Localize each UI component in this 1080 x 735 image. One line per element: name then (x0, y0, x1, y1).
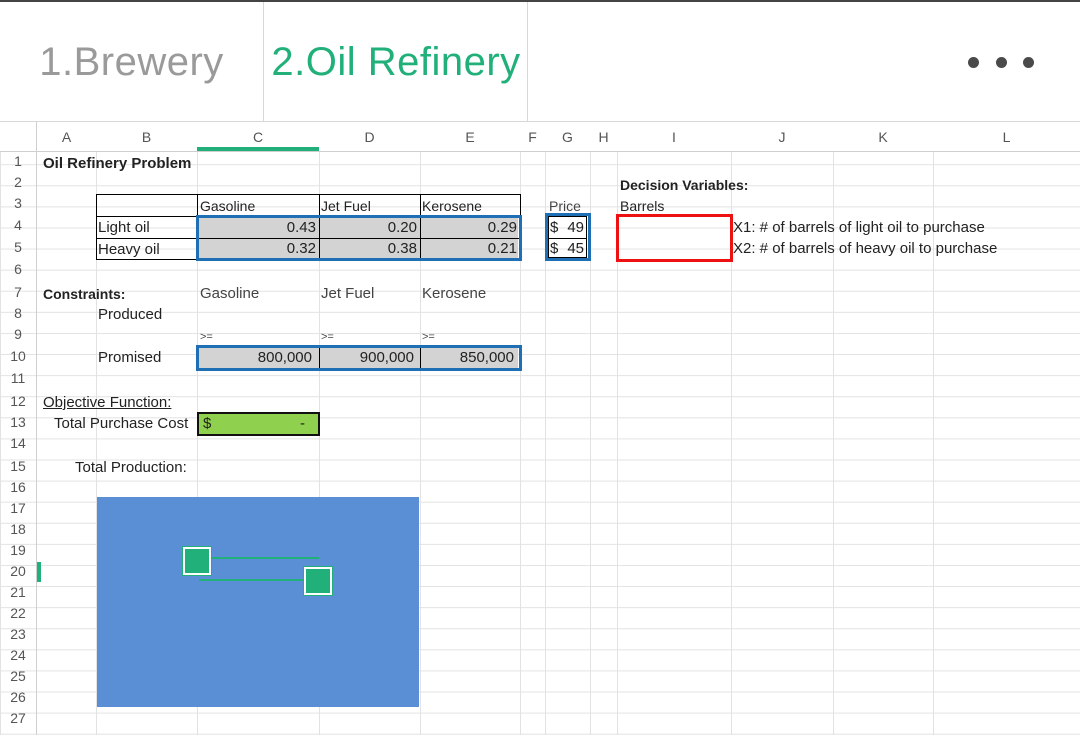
ge-sign-jet-fuel: >= (321, 331, 334, 343)
row-header[interactable]: 13 (10, 414, 26, 430)
col-line (933, 122, 934, 735)
col-header-j[interactable]: J (778, 129, 786, 145)
x2-description: X2: # of barrels of heavy oil to purchase (733, 240, 998, 257)
chart-selection-line (199, 579, 319, 581)
chart-object[interactable] (97, 497, 419, 707)
row-header[interactable]: 17 (10, 500, 26, 516)
ge-sign-kerosene: >= (422, 331, 435, 343)
sheet-tab-bar (0, 2, 1080, 122)
row-header[interactable]: 11 (10, 370, 26, 386)
price-light-cell[interactable]: 49 (567, 219, 584, 236)
row-header[interactable]: 27 (10, 710, 26, 726)
row-header[interactable]: 14 (10, 435, 26, 451)
row-header[interactable]: 3 (14, 195, 22, 211)
col-header-k[interactable]: K (878, 129, 888, 145)
selection-handle-end[interactable] (304, 567, 332, 595)
constraint-header-gasoline: Gasoline (200, 285, 260, 302)
heavy-gasoline-cell[interactable]: 0.32 (286, 240, 316, 257)
price-light-currency: $ (550, 219, 559, 236)
col-header-g[interactable]: G (562, 129, 573, 145)
total-cost-currency: $ (203, 415, 212, 432)
col-header-c[interactable]: C (252, 129, 264, 145)
tab-oil-refinery[interactable]: 2.Oil Refinery (265, 2, 528, 122)
ge-sign-gasoline: >= (200, 331, 213, 343)
heavy-jetfuel-cell[interactable]: 0.38 (387, 240, 417, 257)
spreadsheet-grid[interactable] (0, 122, 1080, 735)
col-line (833, 122, 834, 735)
light-kerosene-cell[interactable]: 0.29 (487, 219, 517, 236)
col-header-d[interactable]: D (364, 129, 375, 145)
col-header-e[interactable]: E (465, 129, 475, 145)
produced-label: Produced (98, 306, 163, 323)
light-jetfuel-cell[interactable]: 0.20 (387, 219, 417, 236)
heavy-oil-label: Heavy oil (98, 241, 160, 258)
header-kerosene: Kerosene (422, 198, 482, 214)
row-header[interactable]: 9 (14, 326, 22, 342)
yield-range-highlight (196, 215, 522, 261)
promised-gasoline-cell[interactable]: 800,000 (257, 349, 312, 366)
chart-selection-line (199, 557, 319, 559)
promised-label: Promised (98, 349, 162, 366)
price-heavy-cell[interactable]: 45 (567, 240, 584, 257)
row-header[interactable]: 19 (10, 542, 26, 558)
row-header[interactable]: 24 (10, 647, 26, 663)
more-dots-icon[interactable] (968, 52, 1034, 72)
row-header[interactable]: 1 (14, 153, 22, 169)
price-heavy-currency: $ (550, 240, 559, 257)
light-gasoline-cell[interactable]: 0.43 (286, 219, 316, 236)
header-jet-fuel: Jet Fuel (321, 198, 371, 214)
total-cost-value: - (300, 415, 305, 432)
row-header[interactable]: 22 (10, 605, 26, 621)
row-header-separator (36, 122, 37, 735)
promised-range-highlight (196, 345, 522, 371)
col-header-i[interactable]: I (672, 129, 676, 145)
col-header-f[interactable]: F (528, 129, 537, 145)
constraints-label: Constraints: (43, 286, 126, 302)
header-gasoline: Gasoline (200, 196, 255, 217)
row-header[interactable]: 4 (14, 217, 22, 233)
light-oil-label: Light oil (98, 219, 150, 236)
price-range-highlight (545, 213, 591, 261)
row-header[interactable]: 25 (10, 668, 26, 684)
row-header[interactable]: 20 (10, 563, 26, 579)
tab-brewery[interactable]: 1.Brewery (0, 2, 264, 122)
barrels-header: Barrels (620, 198, 665, 214)
x1-description: X1: # of barrels of light oil to purchase (733, 219, 985, 236)
row-header[interactable]: 15 (10, 458, 26, 474)
row-header[interactable]: 16 (10, 479, 26, 495)
constraint-header-jet-fuel: Jet Fuel (321, 285, 375, 302)
row-header[interactable]: 12 (10, 393, 26, 409)
row-header[interactable]: 8 (14, 305, 22, 321)
promised-kerosene-cell[interactable]: 850,000 (459, 349, 514, 366)
col-header-a[interactable]: A (61, 129, 72, 145)
promised-jetfuel-cell[interactable]: 900,000 (359, 349, 414, 366)
constraint-header-kerosene: Kerosene (422, 285, 487, 302)
row-header[interactable]: 10 (10, 348, 26, 364)
row-header[interactable]: 23 (10, 626, 26, 642)
row-header[interactable]: 7 (14, 284, 22, 300)
row-header[interactable]: 6 (14, 261, 22, 277)
objective-function-label: Objective Function: (43, 394, 172, 411)
total-production-label: Total Production: (75, 459, 187, 476)
row-header[interactable]: 2 (14, 174, 22, 190)
selection-handle-start[interactable] (183, 547, 211, 575)
heavy-kerosene-cell[interactable]: 0.21 (487, 240, 517, 257)
sheet-title: Oil Refinery Problem (43, 155, 192, 172)
row-header[interactable]: 5 (14, 239, 22, 255)
col-header-l[interactable]: L (1002, 129, 1011, 145)
col-header-h[interactable]: H (598, 129, 609, 145)
decision-variables-header: Decision Variables: (620, 177, 749, 193)
active-row-marker (37, 562, 41, 582)
selected-column-indicator (197, 147, 319, 151)
col-header-b[interactable]: B (141, 129, 152, 145)
row-header[interactable]: 21 (10, 584, 26, 600)
row-header[interactable]: 26 (10, 689, 26, 705)
price-header: Price (549, 198, 581, 214)
row-header[interactable]: 18 (10, 521, 26, 537)
total-purchase-cost-label: Total Purchase Cost (54, 415, 189, 432)
barrels-input-cells[interactable] (616, 214, 733, 262)
